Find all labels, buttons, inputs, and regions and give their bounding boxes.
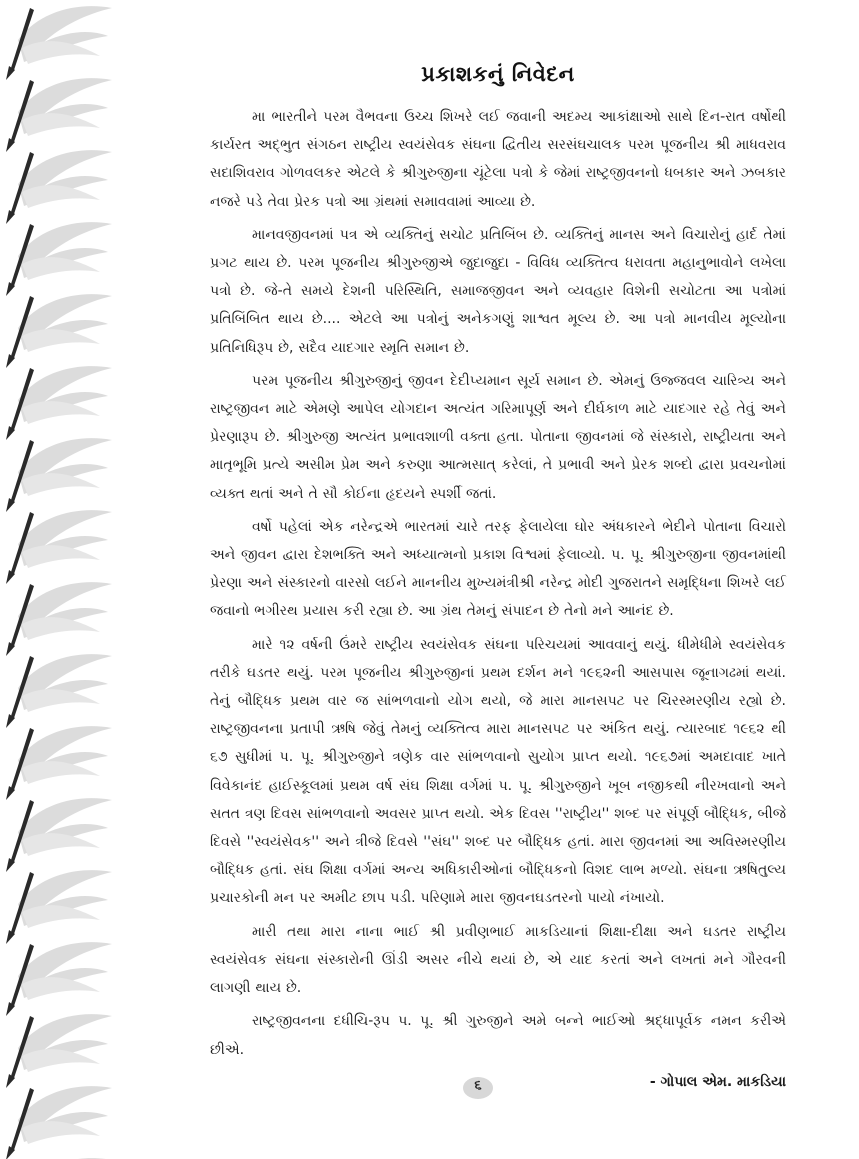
paragraph-2: માનવજીવનમાં પત્ર એ વ્યક્તિનું સચોટ પ્રતિબિંબ છે. વ્યક્તિનું માનસ અને વિચારોનું હાર્દ તેમાં પ્રગટ થાય છે. પરમ પૂજનીય શ્રીગુરુજીએ જુદાજુદા - વિવિધ વ્યક્તિત્વ ધરાવતા મહાનુભાવોને લખેલા પત્રો છે. જે-તે સમયે દેશની પરિસ્થિતિ, સમાજજીવન અને વ્યવહાર વિશેની સચોટતા આ પત્રોમાં પ્રતિબિંબિત થાય છે.... એટલે આ પત્રોનું અનેકગણું શાશ્વત મૂલ્ય છે. આ પત્રો માનવીય મૂલ્યોના પ્રતિનિધિરૂપ છે, સદૈવ યાદગાર સ્મૃતિ સમાન છે. bbox=[210, 226, 786, 356]
quill-ornament bbox=[6, 294, 112, 368]
paragraph-1: મા ભારતીને પરમ વૈભવના ઉચ્ચ શિખરે લઈ જવાની અદમ્ય આકાંક્ષાઓ સાથે દિન-રાત વર્ષોથી કાર્યરત અદ્ભુત સંગઠન રાષ્ટ્રીય સ્વયંસેવક સંઘના દ્વિતીય સરસંઘચાલક પરમ પૂજનીય શ્રી માધવરાવ સદાશિવરાવ ગોળવલકર એટલે કે શ્રીગુરુજીના ચૂંટેલા પત્રો કે જેમાં રાષ્ટ્રજીવનનો ધબકાર અને ઝબકાર નજરે પડે તેવા પ્રેરક પત્રો આ ગ્રંથમાં સમાવવામાં આવ્યા છે. bbox=[210, 109, 786, 210]
signature: - ગોપાલ એમ. માકડિયા bbox=[649, 1073, 786, 1090]
quill-ornament bbox=[6, 78, 112, 152]
decorative-border bbox=[0, 0, 120, 1159]
quill-ornament bbox=[6, 582, 112, 656]
paragraph-6: મારી તથા મારા નાના ભાઈ શ્રી પ્રવીણભાઈ માકડિયાનાં શિક્ષા-દીક્ષા અને ઘડતર રાષ્ટ્રીય સ્વયંસેવક સંઘના સંસ્કારોની ઊંડી અસર નીચે થયાં છે, એ યાદ કરતાં અને લખતાં મને ગૌરવની લાગણી થાય છે. bbox=[210, 923, 786, 997]
quill-ornament bbox=[6, 438, 112, 512]
quill-ornament bbox=[6, 6, 112, 80]
paragraph-5: મારે ૧૨ વર્ષની ઉંમરે રાષ્ટ્રીય સ્વયંસેવક સંઘના પરિચયમાં આવવાનું થયું. ધીમેધીમે સ્વયંસેવક તરીકે ઘડતર થયું. પરમ પૂજનીય શ્રીગુરુજીનાં પ્રથમ દર્શન મને ૧૯૬૨ની આસપાસ જૂનાગઢમાં થયાં. તેનું બૌદ્ધિક પ્રથમ વાર જ સાંભળવાનો યોગ થયો, જે મારા માનસપટ પર ચિરસ્મરણીય રહ્યો છે. રાષ્ટ્રજીવનના પ્રતાપી ઋષિ જેવું તેમનું વ્યક્તિત્વ મારા માનસપટ પર અંકિત થયું. ત્યારબાદ ૧૯૬૨ થી ૬૭ સુધીમાં પ. પૂ. શ્રીગુરુજીને ત્રણેક વાર સાંભળવાનો સુયોગ પ્રાપ્ત થયો. ૧૯૬૭માં અમદાવાદ ખાતે વિવેકાનંદ હાઈસ્કૂલમાં પ્રથમ વર્ષ સંઘ શિક્ષા વર્ગમાં પ. પૂ. શ્રીગુરુજીને ખૂબ નજીકથી નીરખવાનો અને સતત ત્રણ દિવસ સાંભળવાનો અવસર પ્રાપ્ત થયો. એક દિવસ ''રાષ્ટ્રીય'' શબ્દ પર સંપૂર્ણ બૌદ્ધિક, બીજે દિવસે ''સ્વયંસેવક'' અને ત્રીજે દિવસે ''સંઘ'' શબ્દ પર બૌદ્ધિક હતાં. મારા જીવનમાં આ અવિસ્મરણીય બૌદ્ધિક હતાં. સંઘ શિક્ષા વર્ગમાં અન્ય અધિકારીઓનાં બૌદ્ધિકનો વિશદ લાભ મળ્યો. સંઘના ઋષિતુલ્ય પ્રચારકોની મન પર અમીટ છાપ પડી. પરિણામે મારા જીવનઘડતરનો પાયો નંખાયો. bbox=[210, 636, 786, 907]
quill-ornament bbox=[6, 150, 112, 224]
quill-ornament bbox=[6, 1014, 112, 1088]
page-body bbox=[210, 62, 786, 1095]
quill-ornament bbox=[6, 798, 112, 872]
paragraph-3: પરમ પૂજનીય શ્રીગુરુજીનું જીવન દેદીપ્યમાન સૂર્ય સમાન છે. એમનું ઉજ્જવલ ચારિત્ર્ય અને રાષ્ટ્રજીવન માટે એમણે આપેલ યોગદાન અત્યંત ગરિમાપૂર્ણ અને દીર્ઘકાળ માટે યાદગાર રહે તેવું અને પ્રેરણારૂપ છે. શ્રીગુરુજી અત્યંત પ્રભાવશાળી વક્તા હતા. પોતાના જીવનમાં જે સંસ્કારો, રાષ્ટ્રીયતા અને માતૃભૂમિ પ્રત્યે અસીમ પ્રેમ અને કરુણા આત્મસાત્ કરેલાં, તે પ્રભાવી અને પ્રેરક શબ્દો દ્વારા પ્રવચનોમાં વ્યક્ત થતાં અને તે સૌ કોઈના હૃદયને સ્પર્શી જતાં. bbox=[210, 372, 786, 502]
paragraph-4: વર્ષો પહેલાં એક નરેન્દ્રએ ભારતમાં ચારે તરફ ફેલાયેલા ઘોર અંધકારને ભેદીને પોતાના વિચારો અને જીવન દ્વારા દેશભક્તિ અને અધ્યાત્મનો પ્રકાશ વિશ્વમાં ફેલાવ્યો. પ. પૂ. શ્રીગુરુજીના જીવનમાંથી પ્રેરણા અને સંસ્કારનો વારસો લઈને માનનીય મુખ્યમંત્રીશ્રી નરેન્દ્ર મોદી ગુજરાતને સમૃદ્ધિના શિખરે લઈ જવાનો ભગીરથ પ્રયાસ કરી રહ્યા છે. આ ગ્રંથ તેમનું સંપાદન છે તેનો મને આનંદ છે. bbox=[210, 518, 786, 620]
quill-ornament bbox=[6, 1086, 112, 1159]
page-title: પ્રકાશકનું નિવેદન bbox=[421, 62, 575, 86]
quill-ornament bbox=[6, 942, 112, 1016]
quill-ornament bbox=[6, 222, 112, 296]
quill-ornament bbox=[6, 366, 112, 440]
quill-ornament bbox=[6, 870, 112, 944]
quill-ornament bbox=[6, 510, 112, 584]
page-number: ૬ bbox=[474, 1078, 482, 1093]
paragraph-7: રાષ્ટ્રજીવનના દધીચિ-રૂપ પ. પૂ. શ્રી ગુરુજીને અમે બન્ને ભાઈઓ શ્રદ્ધાપૂર્વક નમન કરીએ છીએ. bbox=[210, 1013, 786, 1058]
quill-ornament bbox=[6, 726, 112, 800]
quill-ornament bbox=[6, 654, 112, 728]
